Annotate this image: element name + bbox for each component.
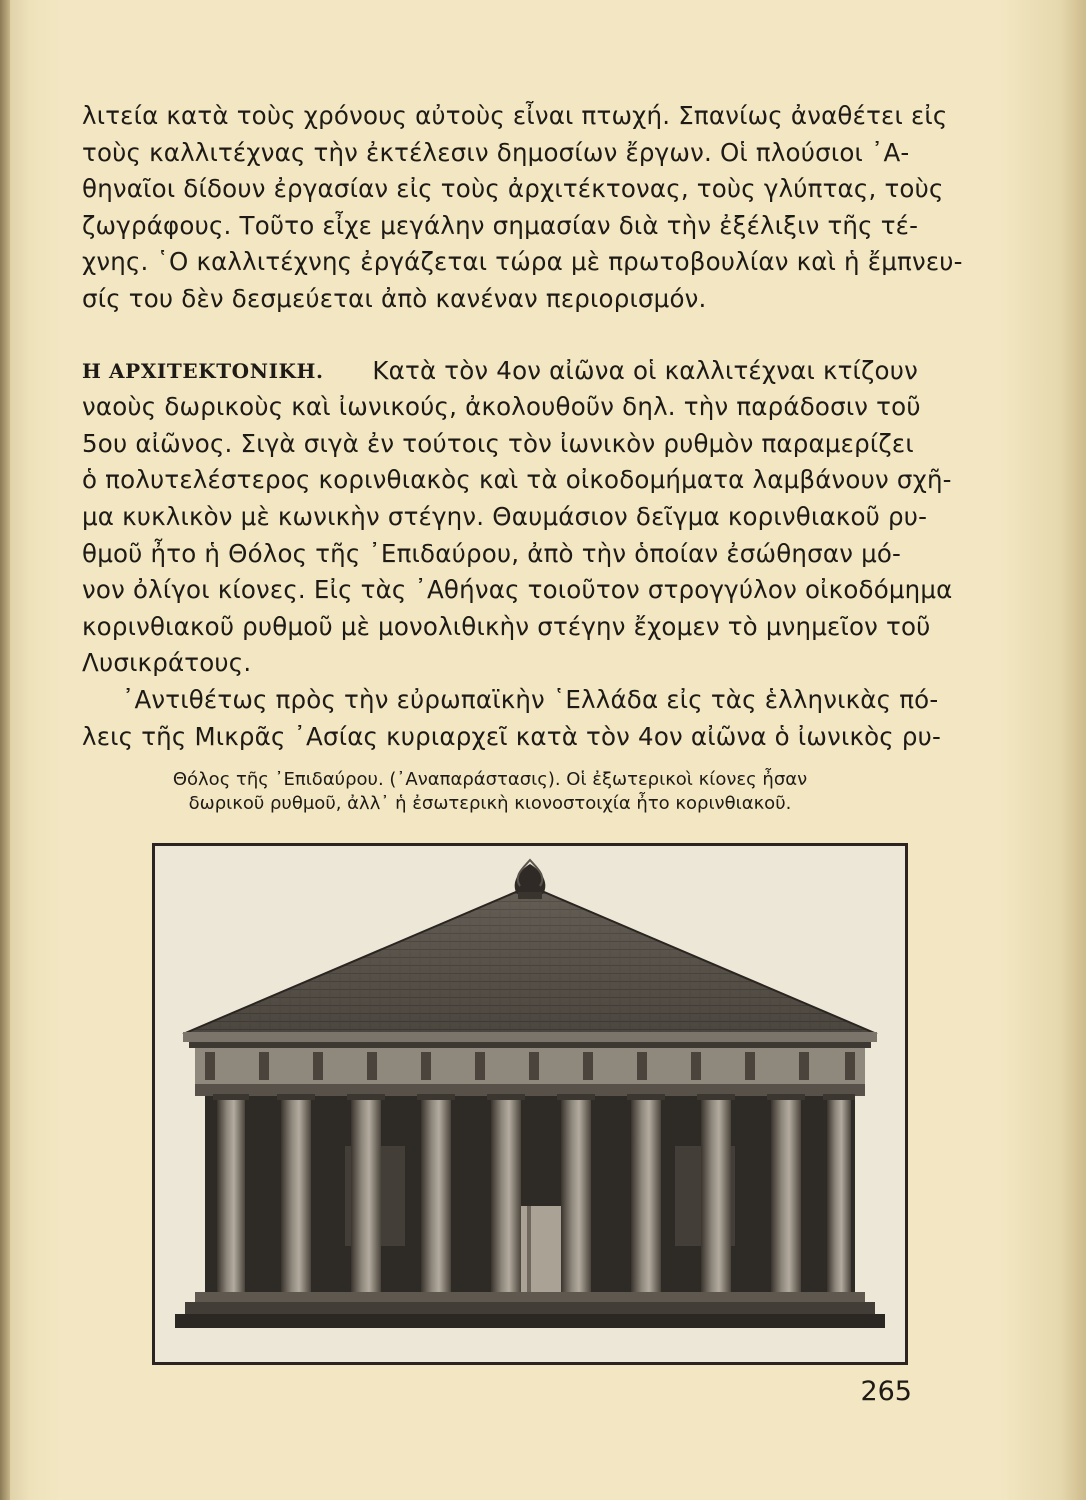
line-text: ζωγράφους. Τοῦτο εἶχε μεγάλην σημασίαν διὰ τὴν ἐξέλιξιν τῆς τέ- (82, 210, 919, 240)
text-line (82, 645, 918, 682)
line-text: μα κυκλικὸν μὲ κωνικὴν στέγην. Θαυμάσιον δεῖγμα κορινθιακοῦ ρυ- (82, 501, 928, 531)
line-text: Λυσικράτους. (82, 648, 252, 678)
line-text: λιτεία κατὰ τοὺς χρόνους αὐτοὺς εἶναι πτωχή. Σπανίως ἀναθέτει εἰς (82, 101, 948, 130)
text-line (82, 499, 928, 536)
text-line (82, 244, 963, 281)
column (421, 1096, 451, 1294)
section-heading-line (82, 353, 918, 390)
tholos-drawing (155, 846, 905, 1362)
column (491, 1096, 521, 1294)
line-text: θηναῖοι δίδουν ἐργασίαν εἰς τοὺς ἀρχιτέκτονας, τοὺς γλύπτας, τοὺς (82, 174, 944, 204)
line-text: Κατὰ τὸν 4ον αἰῶνα οἱ καλλιτέχναι κτίζουν (372, 355, 918, 385)
column (351, 1096, 381, 1294)
line-text: ναοὺς δωρικοὺς καὶ ἰωνικούς, ἀκολουθοῦν δηλ. τὴν παράδοσιν τοῦ (82, 392, 921, 422)
text-line (82, 536, 918, 573)
text-line (82, 389, 921, 426)
line-text: λεις τῆς Μικρᾶς ᾿Ασίας κυριαρχεῖ κατὰ τὸν 4ον αἰῶνα ὁ ἰωνικὸς ρυ- (82, 721, 942, 751)
text-line (82, 572, 953, 609)
figure-caption (120, 768, 860, 816)
text-line (82, 281, 918, 318)
line-text: τοὺς καλλιτέχνας τὴν ἐκτέλεσιν δημοσίων ἔργων. Οἱ πλούσιοι ᾿Α- (82, 137, 910, 167)
text-line (82, 462, 952, 499)
cornice (183, 1032, 877, 1096)
caption-line-1: Θόλος τῆς ᾿Επιδαύρου. (᾿Αναπαράστασις). Οἱ ἐξωτερικοὶ κίονες ἦσαν (172, 769, 808, 790)
column (771, 1096, 801, 1294)
book-spine-edge (0, 0, 10, 1500)
text-line (82, 135, 918, 172)
text-line (82, 682, 939, 719)
section-heading: Η ΑΡΧΙΤΕΚΤΟΝΙΚΗ. (82, 358, 324, 383)
page-number: 265 (860, 1376, 912, 1407)
text-line (82, 609, 931, 646)
line-text: νον ὀλίγοι κίονες. Εἰς τὰς ᾿Αθήνας τοιοῦτον στρογγύλον οἰκοδόμημα (82, 575, 953, 605)
text-line (82, 171, 944, 208)
tholos-illustration (152, 843, 908, 1365)
line-text: χνης. ῾Ο καλλιτέχνης ἐργάζεται τώρα μὲ πρωτοβουλίαν καὶ ἡ ἔμπνευ- (82, 247, 963, 277)
caption-line-2: δωρικοῦ ρυθμοῦ, ἀλλ᾿ ἡ ἐσωτερικὴ κιονοστοιχία ἦτο κορινθιακοῦ. (188, 793, 792, 814)
stylobate-steps (175, 1292, 885, 1328)
text-line (82, 719, 942, 756)
column (701, 1096, 731, 1294)
line-text: σίς του δὲν δεσμεύεται ἀπὸ κανέναν περιορισμόν. (82, 283, 707, 313)
text-line (82, 208, 918, 245)
line-text: ᾿Αντιθέτως πρὸς τὴν εὐρωπαϊκὴν ῾Ελλάδα εἰς τὰς ἑλληνικὰς πό- (122, 684, 939, 714)
text-line (82, 98, 948, 135)
column (561, 1096, 591, 1294)
body-text (82, 98, 963, 755)
column (281, 1096, 311, 1294)
line-text: ὁ πολυτελέστερος κορινθιακὸς καὶ τὰ οἰκοδομήματα λαμβάνουν σχῆ- (82, 465, 952, 495)
line-text: θμοῦ ἦτο ἡ Θόλος τῆς ᾿Επιδαύρου, ἀπὸ τὴν ὁποίαν ἐσώθησαν μό- (82, 538, 902, 568)
text-line (82, 426, 918, 463)
line-text: κορινθιακοῦ ρυθμοῦ μὲ μονολιθικὴν στέγην ἔχομεν τὸ μνημεῖον τοῦ (82, 611, 931, 641)
column (217, 1096, 245, 1294)
column (631, 1096, 661, 1294)
line-text: 5ου αἰῶνος. Σιγὰ σιγὰ ἐν τούτοις τὸν ἰωνικὸν ρυθμὸν παραμερίζει (82, 428, 914, 458)
column (827, 1096, 851, 1294)
